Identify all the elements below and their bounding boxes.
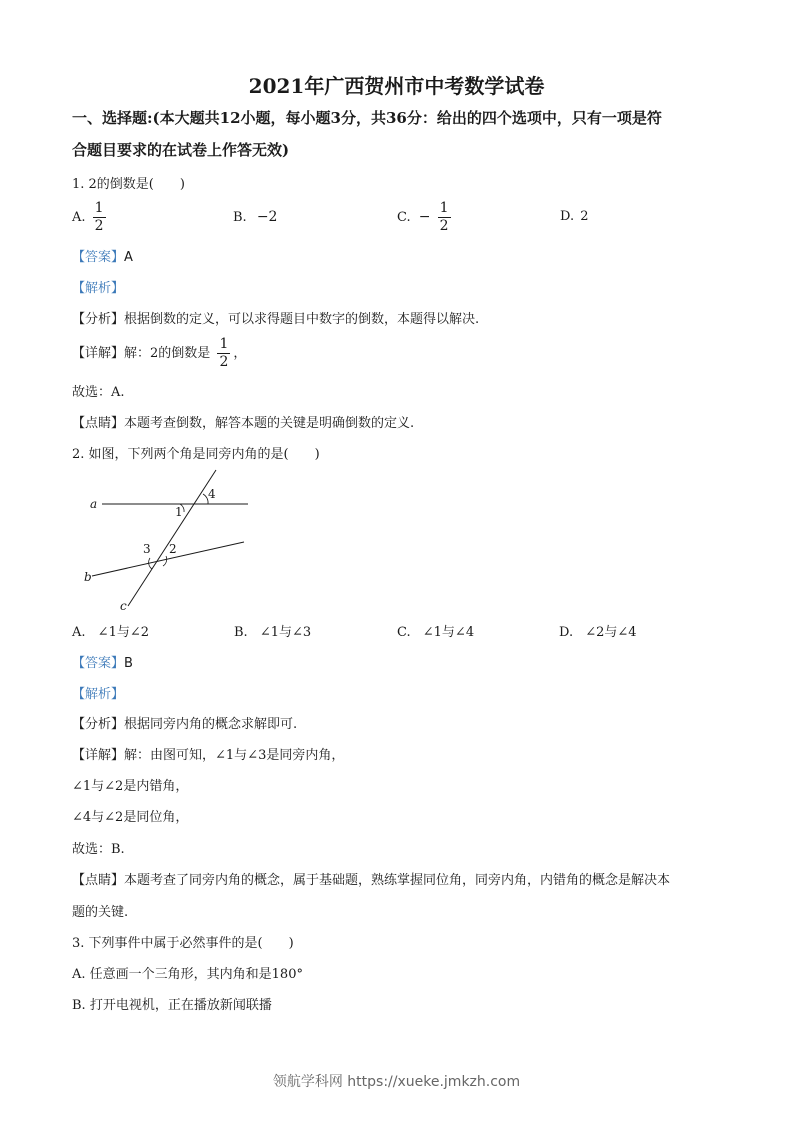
footer-watermark: 领航学科网 https://xueke.jmkzh.com (272, 1074, 521, 1090)
label-b: b (84, 570, 92, 584)
q2-xiangjie-tag: 【详解】 (72, 748, 125, 763)
q2-option-c (397, 621, 474, 640)
q2-answer-tag: 【答案】 (72, 656, 125, 671)
q3-option-b: B. 打开电视机，正在播放新闻联播 (72, 998, 272, 1013)
q1-option-b-label: B. (233, 210, 247, 225)
q2-analysis-tag: 【解析】 (72, 687, 125, 702)
q2-fenxi (72, 713, 297, 732)
q1-dianjing-tag: 【点睛】 (72, 416, 125, 431)
q1-option-a (72, 200, 109, 235)
q3-stem: 3. 下列事件中属于必然事件的是( ) (72, 936, 294, 951)
q1-choose: 故选：A. (72, 385, 125, 400)
label-a: a (90, 497, 98, 511)
q1-option-a-label: A. (72, 210, 86, 225)
q2-line3: ∠4与∠2是同位角， (72, 810, 189, 825)
q1-answer-tag: 【答案】 (72, 250, 125, 265)
q2-line2: ∠1与∠2是内错角， (72, 779, 189, 794)
q2-option-d (559, 621, 637, 640)
q1-analysis-tag: 【解析】 (72, 281, 125, 296)
q2-option-a-label: A. (72, 625, 86, 640)
q1-option-d-value: 2 (580, 209, 589, 224)
q1-option-b-value: −2 (256, 209, 278, 225)
q1-xiangjie-numerator: 1 (219, 336, 229, 352)
q1-option-c-denominator: 2 (439, 218, 449, 234)
q1-xiangjie-post: ， (233, 346, 247, 361)
line-b (92, 542, 244, 576)
q1-answer-value: A (124, 250, 133, 265)
q1-option-b (233, 209, 277, 225)
q1-option-c-sign: − (418, 209, 431, 225)
q1-xiangjie-denominator: 2 (219, 354, 229, 370)
label-angle-1: 1 (175, 505, 183, 519)
q1-xiangjie-tag: 【详解】 (72, 346, 125, 361)
q2-fenxi-text: 根据同旁内角的概念求解即可. (124, 717, 298, 732)
q2-option-b-text: ∠1与∠3 (259, 625, 312, 640)
q1-xiangjie-pre: 解：2的倒数是 (124, 346, 211, 361)
label-angle-2: 2 (169, 542, 177, 556)
q1-option-d (560, 209, 589, 224)
q2-option-c-label: C. (397, 625, 411, 640)
q1-option-c-label: C. (397, 210, 411, 225)
q2-dianjing-line2: 题的关键. (72, 905, 129, 920)
q1-option-c-fraction (438, 200, 451, 235)
q1-xiangjie-fraction (217, 336, 230, 371)
section-header-line1: 一、选择题:(本大题共12小题，每小题3分，共36分：给出的四个选项中，只有一项是符 (72, 109, 662, 127)
q2-option-b (234, 621, 311, 640)
q2-dianjing-text: 本题考查了同旁内角的概念，属于基础题，熟练掌握同位角，同旁内角，内错角的概念是解决本 (124, 873, 671, 888)
page-title: 2021年广西贺州市中考数学试卷 (248, 74, 545, 98)
q2-dianjing (72, 869, 670, 888)
q1-fenxi-text: 根据倒数的定义，可以求得题目中数字的倒数，本题得以解决. (124, 312, 480, 327)
q1-stem: 1. 2的倒数是( ) (72, 177, 185, 192)
label-angle-4: 4 (208, 487, 216, 501)
q2-dianjing-tag: 【点睛】 (72, 873, 125, 888)
q2-option-c-text: ∠1与∠4 (422, 625, 475, 640)
q1-fenxi-tag: 【分析】 (72, 312, 125, 327)
section-header-line2: 合题目要求的在试卷上作答无效) (72, 141, 290, 159)
q1-answer (72, 246, 133, 265)
q1-xiangjie (72, 336, 246, 371)
q2-xiangjie-text: 解：由图可知，∠1与∠3是同旁内角， (124, 748, 345, 763)
q2-choose: 故选：B. (72, 842, 125, 857)
q1-fenxi (72, 308, 479, 327)
q1-option-a-denominator: 2 (94, 218, 104, 234)
q2-answer-value: B (124, 656, 133, 671)
q2-option-a-text: ∠1与∠2 (97, 625, 149, 640)
q2-option-b-label: B. (234, 625, 248, 640)
line-c (128, 470, 216, 606)
q2-xiangjie (72, 744, 344, 763)
q2-stem: 2. 如图，下列两个角是同旁内角的是( ) (72, 447, 320, 462)
q2-option-d-label: D. (559, 625, 574, 640)
label-angle-3: 3 (143, 542, 151, 556)
q2-option-d-text: ∠2与∠4 (585, 625, 637, 640)
q2-figure (72, 460, 262, 620)
q2-fenxi-tag: 【分析】 (72, 717, 125, 732)
q1-option-a-fraction (93, 200, 106, 235)
q1-option-c (397, 200, 454, 235)
q1-option-c-numerator: 1 (439, 200, 449, 216)
q2-option-a (72, 621, 149, 640)
label-c: c (120, 599, 127, 613)
q1-option-a-numerator: 1 (94, 200, 104, 216)
q2-answer (72, 652, 133, 671)
q1-dianjing-text: 本题考查倒数，解答本题的关键是明确倒数的定义. (124, 416, 415, 431)
q3-option-a: A. 任意画一个三角形，其内角和是180° (72, 967, 303, 982)
q1-dianjing (72, 412, 414, 431)
q1-option-d-label: D. (560, 209, 575, 224)
angle-2-arc (163, 556, 167, 566)
